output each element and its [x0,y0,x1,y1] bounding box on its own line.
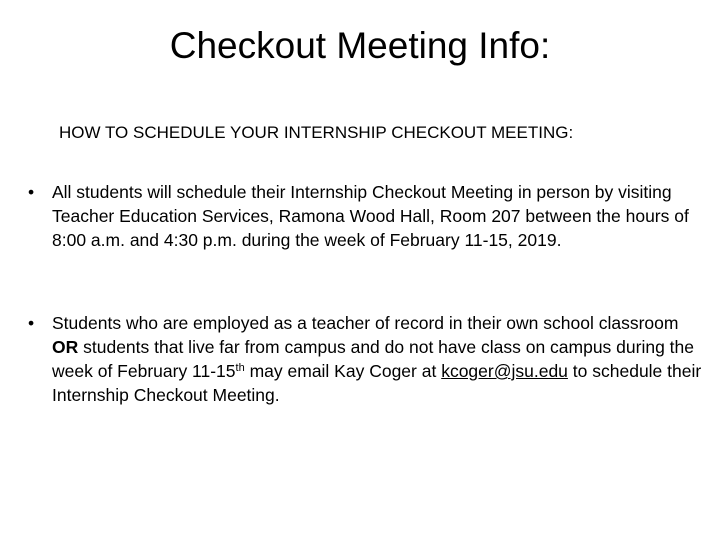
emphasis-text: OR [52,337,79,357]
bullet-text-part: Students who are employed as a teacher of record in their own school classroom [52,313,679,333]
list-item [28,180,704,252]
bullet-text-part: may email Kay Coger at [244,361,442,381]
email-link[interactable]: kcoger@jsu.edu [441,361,568,381]
bullet-text: All students will schedule their Internship Checkout Meeting in person by visiting Teacher Education Services, Ramona Wood Hall, Room 207 between the hours of 8:00 a.m. and 4:30 p.m. during the week of February 11-15, 2019. [52,182,689,250]
bullet-icon: • [28,313,35,333]
bullet-text-part: students that live far from campus and do not have class on campus during the week of February 11-15 [52,337,695,381]
bullet-icon: • [28,182,35,202]
section-heading: HOW TO SCHEDULE YOUR INTERNSHIP CHECKOUT MEETING: [59,123,574,142]
bullet-text-part: to schedule their Internship Checkout Meeting. [52,361,702,405]
page-title: Checkout Meeting Info: [169,25,551,66]
ordinal-superscript: th [235,362,245,374]
list-item [28,311,704,407]
